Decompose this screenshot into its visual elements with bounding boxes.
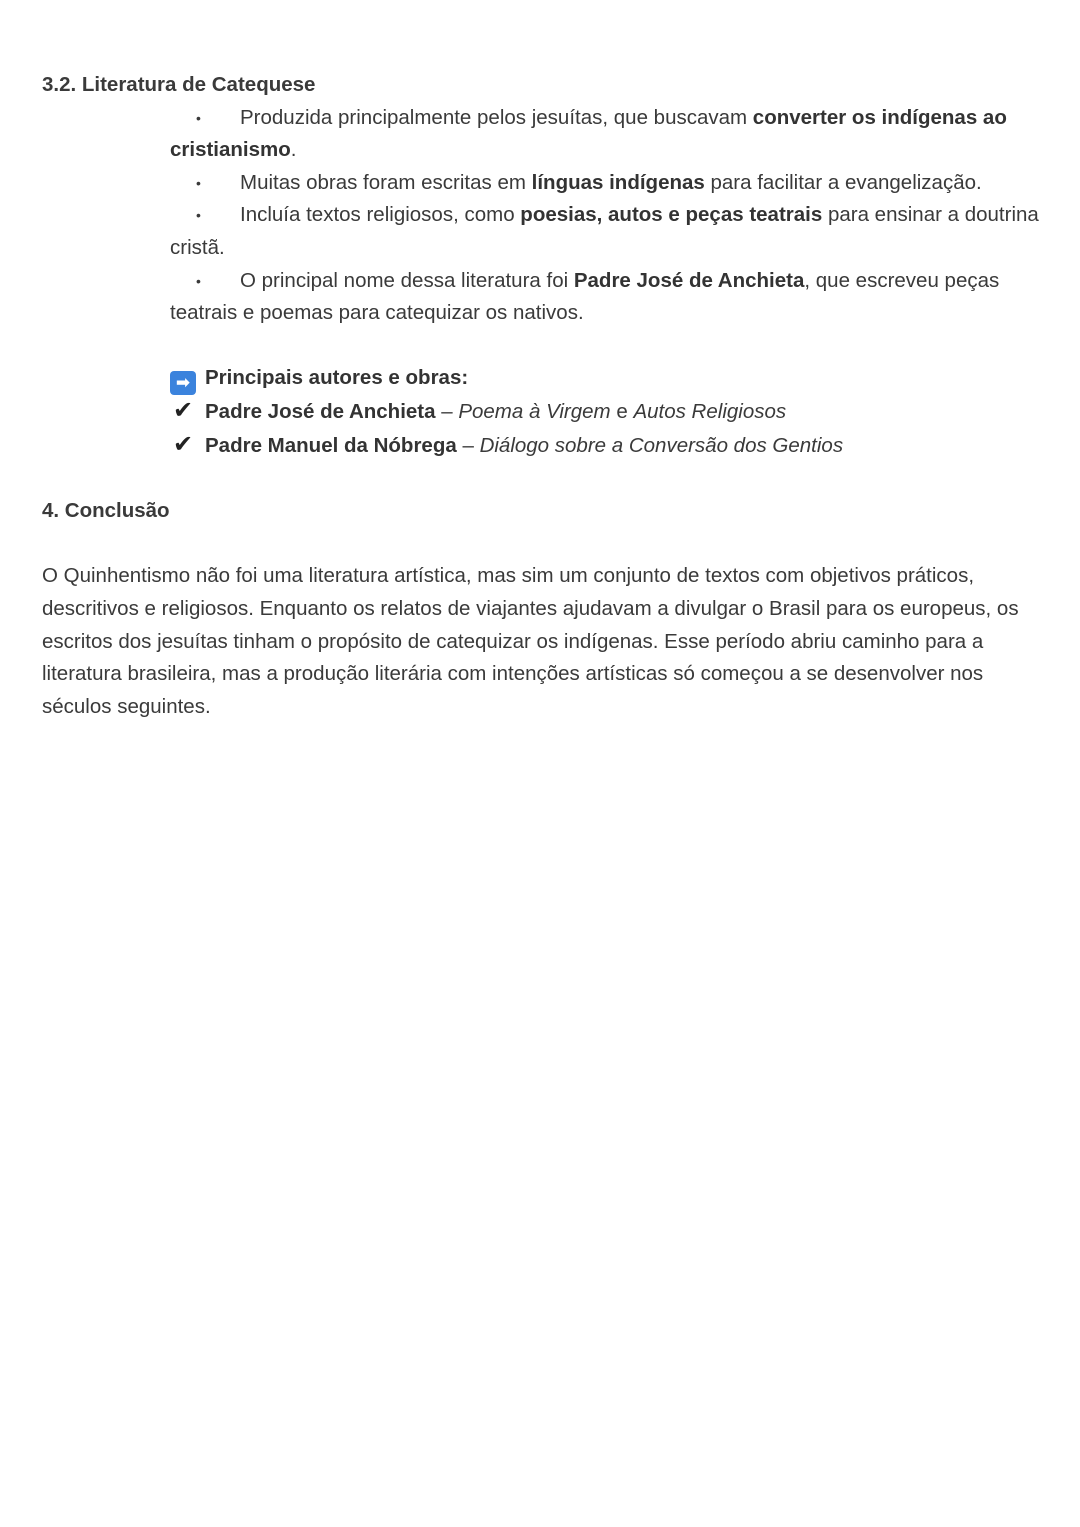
author-item <box>170 429 1040 463</box>
author-dash: – <box>456 433 480 457</box>
section-heading-literatura-de-catequese: 3.2. Literatura de Catequese <box>42 73 316 96</box>
spacer <box>42 528 1042 561</box>
author-name: Padre Manuel da Nóbrega <box>205 433 457 457</box>
bullet-text: Incluía textos religiosos, como <box>240 203 521 227</box>
right-arrow-icon: ➡ <box>170 371 196 395</box>
spacer <box>42 463 1042 496</box>
author-dash: – <box>435 400 459 424</box>
spacer <box>170 330 1040 363</box>
bullet-dot-icon: • <box>196 174 201 191</box>
work-title: Autos Religiosos <box>633 400 787 424</box>
bullet-text-end: . <box>290 138 297 162</box>
authors-title: Principais autores e obras: <box>205 366 469 390</box>
bullet-item <box>170 199 1040 264</box>
bullet-item <box>170 265 1040 330</box>
bullet-bold-text: línguas indígenas <box>531 170 705 194</box>
bullet-bold-text: converter os indígenas ao cristianismo <box>170 105 1007 162</box>
checkmark-icon: ✔ <box>172 430 194 458</box>
checkmark-icon: ✔ <box>172 397 194 425</box>
bullet-dot-icon: • <box>196 109 201 126</box>
bullet-text-end: para facilitar a evangelização. <box>704 170 982 194</box>
work-connector: e <box>610 400 634 424</box>
bullet-text: O principal nome dessa literatura foi <box>240 268 574 292</box>
bullet-text: Produzida principalmente pelos jesuítas, que buscavam <box>240 105 753 129</box>
bullet-text-end: , que escreveu peças teatrais e poemas para catequizar os nativos. <box>170 268 1000 325</box>
section-heading-conclusao: 4. Conclusão <box>42 499 170 523</box>
catequese-bullet-list <box>170 102 1040 463</box>
bullet-item <box>170 102 1040 167</box>
authors-heading <box>170 362 1040 395</box>
work-title: Poema à Virgem <box>458 400 611 424</box>
bullet-text-end: para ensinar a doutrina cristã. <box>170 203 1039 259</box>
bullet-bold-text: poesias, autos e peças teatrais <box>520 203 823 227</box>
bullet-dot-icon: • <box>196 207 201 224</box>
bullet-bold-text: Padre José de Anchieta <box>573 268 805 292</box>
bullet-dot-icon: • <box>196 272 201 289</box>
work-title: Diálogo sobre a Conversão dos Gentios <box>479 433 844 457</box>
bullet-text: Muitas obras foram escritas em <box>240 170 532 194</box>
document-page <box>42 69 1042 723</box>
author-name: Padre José de Anchieta <box>205 400 436 424</box>
bullet-item <box>170 167 1040 200</box>
author-item <box>170 395 1040 429</box>
conclusion-paragraph: O Quinhentismo não foi uma literatura artística, mas sim um conjunto de textos com objetivos práticos, descritivos e religiosos. Enquanto os relatos de viajantes ajudavam a divulgar o Brasil para os europeus, os escritos dos jesuítas tinham o propósito de catequizar os indígenas. Esse período abriu caminho para a literatura brasileira, mas a produção literária com intenções artísticas só começou a se desenvolver nos séculos seguintes. <box>42 564 1019 718</box>
